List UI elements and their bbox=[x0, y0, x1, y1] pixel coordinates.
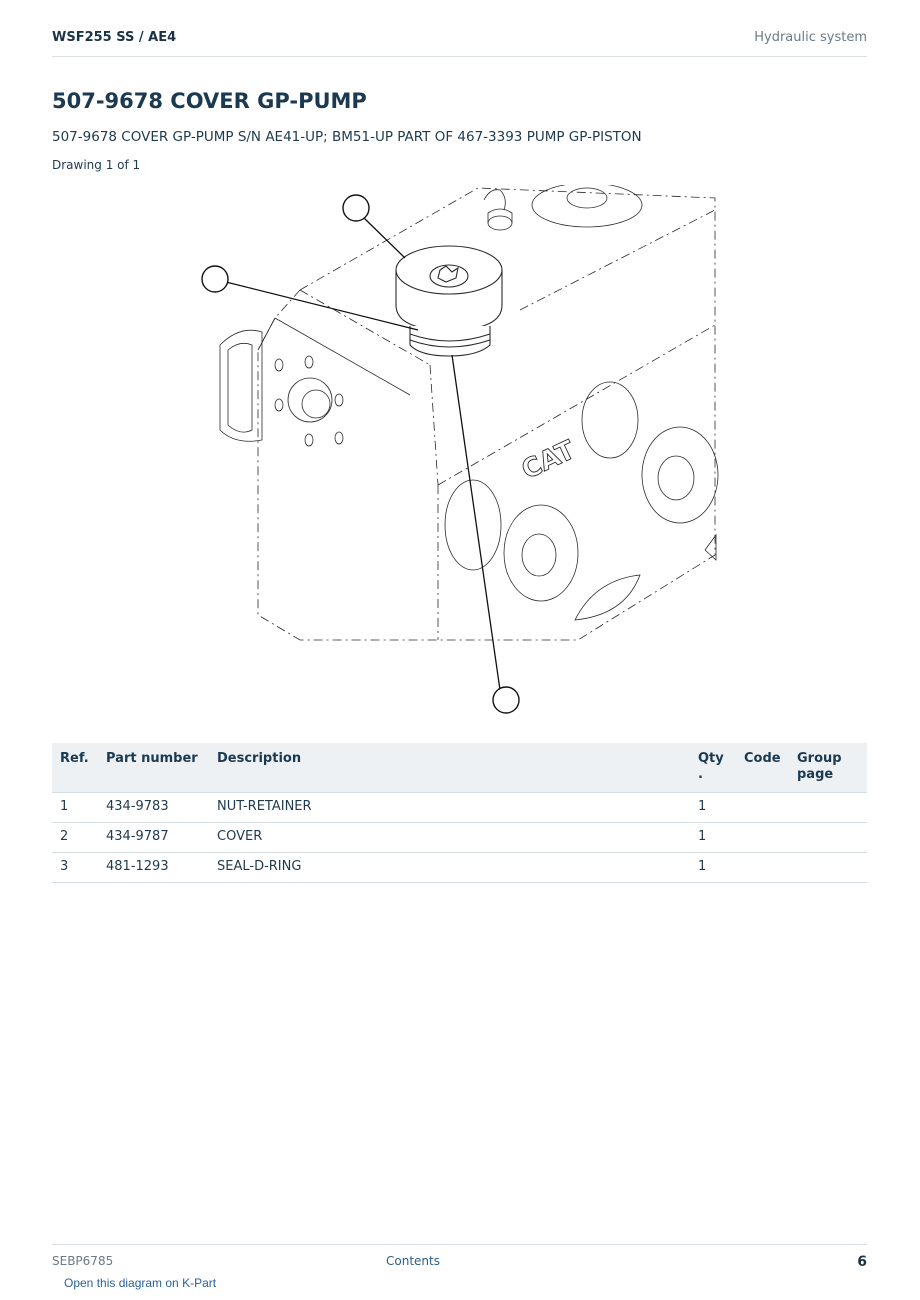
table-header-row bbox=[52, 743, 867, 793]
cell-description: NUT-RETAINER bbox=[209, 793, 690, 823]
callout-balloon bbox=[343, 195, 369, 221]
cell-code bbox=[736, 793, 789, 823]
cell-qty: 1 bbox=[690, 853, 736, 883]
table-row bbox=[52, 853, 867, 883]
cell-qty: 1 bbox=[690, 823, 736, 853]
page-subtitle: 507-9678 COVER GP-PUMP S/N AE41-UP; BM51-UP PART OF 467-3393 PUMP GP-PISTON bbox=[52, 129, 642, 145]
cell-group-page bbox=[789, 823, 867, 853]
page-title: 507-9678 COVER GP-PUMP bbox=[52, 89, 367, 113]
col-ref: Ref. bbox=[52, 743, 98, 793]
cat-logo: CAT bbox=[517, 435, 580, 486]
document-number: SEBP6785 bbox=[52, 1254, 114, 1268]
col-group-page: Group page bbox=[789, 743, 867, 793]
contents-link[interactable]: Contents bbox=[386, 1254, 440, 1268]
cell-ref: 1 bbox=[52, 793, 98, 823]
cell-code bbox=[736, 853, 789, 883]
cell-description: SEAL-D-RING bbox=[209, 853, 690, 883]
table-row bbox=[52, 823, 867, 853]
page-footer bbox=[52, 1244, 867, 1275]
page-number: 6 bbox=[857, 1254, 867, 1270]
cell-qty: 1 bbox=[690, 793, 736, 823]
cell-ref: 3 bbox=[52, 853, 98, 883]
cell-part-number: 481-1293 bbox=[98, 853, 209, 883]
cell-part-number: 434-9783 bbox=[98, 793, 209, 823]
cell-code bbox=[736, 823, 789, 853]
table-row bbox=[52, 793, 867, 823]
cell-ref: 2 bbox=[52, 823, 98, 853]
open-in-kpart-link[interactable]: Open this diagram on K-Part bbox=[64, 1276, 217, 1290]
col-code: Code bbox=[736, 743, 789, 793]
col-part-number: Part number bbox=[98, 743, 209, 793]
col-description: Description bbox=[209, 743, 690, 793]
parts-table bbox=[52, 743, 867, 883]
callout-balloon bbox=[202, 266, 228, 292]
cell-group-page bbox=[789, 793, 867, 823]
machine-model: WSF255 SS / AE4 bbox=[52, 30, 177, 45]
drawing-counter: Drawing 1 of 1 bbox=[52, 158, 141, 172]
callout-balloon bbox=[493, 687, 519, 713]
cell-part-number: 434-9787 bbox=[98, 823, 209, 853]
cover-part bbox=[396, 246, 502, 356]
page-header bbox=[52, 28, 867, 57]
cell-description: COVER bbox=[209, 823, 690, 853]
parts-diagram bbox=[195, 185, 730, 720]
col-qty: Qty . bbox=[690, 743, 736, 793]
cell-group-page bbox=[789, 853, 867, 883]
section-name: Hydraulic system bbox=[754, 30, 867, 45]
